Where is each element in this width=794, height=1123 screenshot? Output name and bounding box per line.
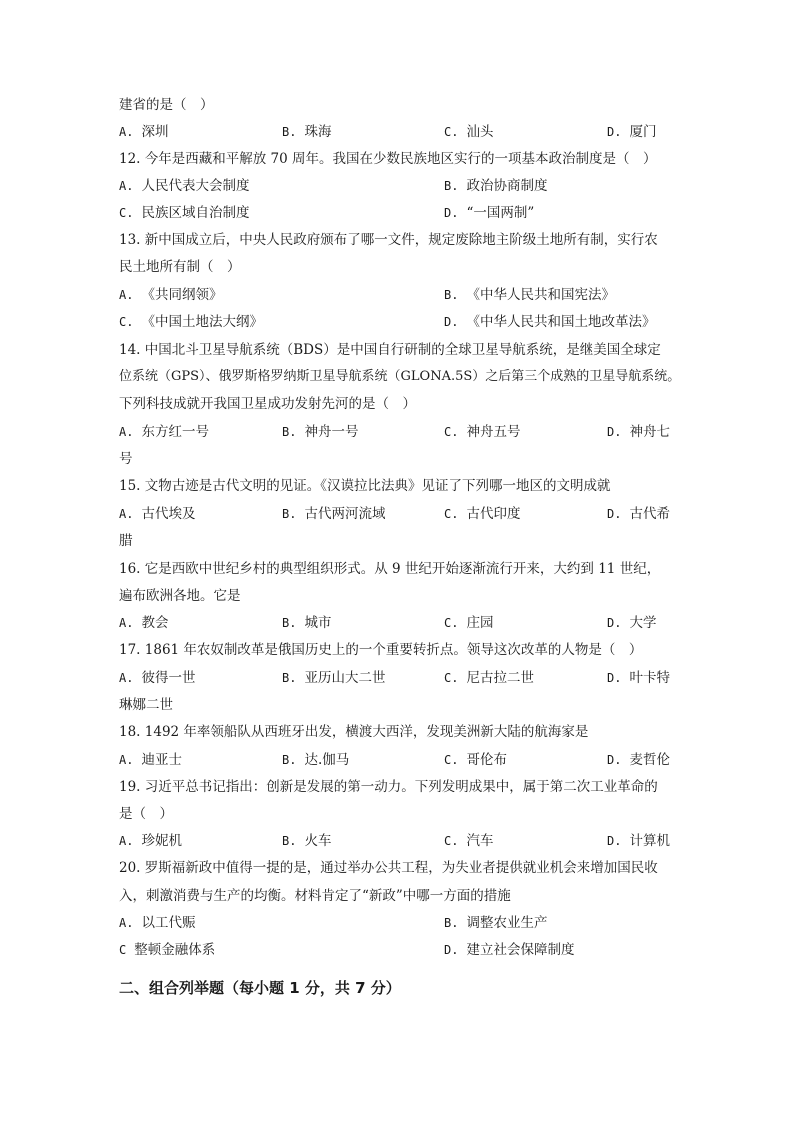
option-a: A. 东方红一号: [119, 424, 209, 440]
q15-option-d-wrap: 腊: [119, 533, 133, 549]
option-a: A. 人民代表大会制度: [119, 178, 250, 194]
q13-stem-line2: 民土地所有制（ ）: [119, 259, 241, 275]
q17-options: [119, 669, 679, 687]
option-a: A. 深圳: [119, 124, 169, 140]
option-b: B. 古代两河流域: [282, 506, 386, 522]
q20-stem-line2: 入，刺激消费与生产的均衡。材料肯定了“新政”中哪一方面的措施: [119, 888, 511, 904]
q17-option-d-wrap: 琳娜二世: [119, 697, 173, 713]
q13-options-row2: [119, 313, 679, 331]
q12-options-row2: [119, 204, 679, 222]
option-d: D. “一国两制”: [444, 205, 535, 221]
option-d: D. 神舟七: [607, 424, 670, 440]
option-c: C. 民族区域自治制度: [119, 205, 250, 221]
option-d: D. 古代希: [607, 506, 670, 522]
q13-stem-line1: 13. 新中国成立后，中央人民政府颁布了哪一文件，规定废除地主阶级土地所有制，实行农: [119, 232, 658, 248]
q20-options-row1: [119, 914, 679, 932]
option-a: A. 以工代赈: [119, 915, 196, 931]
q13-options-row1: [119, 286, 679, 304]
option-c: C. 《中国土地法大纲》: [119, 314, 263, 330]
option-c: C. 汽车: [444, 833, 494, 849]
q20-stem-line1: 20. 罗斯福新政中值得一提的是，通过举办公共工程，为失业者提供就业机会来增加国民收: [119, 860, 658, 876]
option-b: B. 《中华人民共和国宪法》: [444, 287, 615, 303]
q16-stem-line2: 遍布欧洲各地。它是: [119, 588, 241, 604]
q12-stem: 12. 今年是西藏和平解放 70 周年。我国在少数民族地区实行的一项基本政治制度是（ ）: [119, 151, 657, 167]
option-c: C. 古代印度: [444, 506, 521, 522]
q18-stem: 18. 1492 年率领船队从西班牙出发，横渡大西洋，发现美洲新大陆的航海家是: [119, 724, 589, 740]
option-d: D. 《中华人民共和国土地改革法》: [444, 314, 656, 330]
option-d: D. 厦门: [607, 124, 657, 140]
option-c: C. 哥伦布: [444, 752, 507, 768]
section-2-heading: 二、组合列举题（每小题 1 分，共 7 分）: [119, 979, 401, 997]
option-c: C. 汕头: [444, 124, 494, 140]
q18-options: [119, 751, 679, 769]
option-b: B. 达.伽马: [282, 752, 350, 768]
option-d: D. 麦哲伦: [607, 752, 670, 768]
q14-stem-line3: 下列科技成就开我国卫星成功发射先河的是（ ）: [119, 396, 416, 412]
option-c: C 整顿金融体系: [119, 942, 216, 958]
q17-stem: 17. 1861 年农奴制改革是俄国历史上的一个重要转折点。领导这次改革的人物是（ ）: [119, 642, 643, 658]
option-a: A. 彼得一世: [119, 670, 196, 686]
q20-options-row2: [119, 941, 679, 959]
q19-options: [119, 832, 679, 850]
q16-stem-line1: 16. 它是西欧中世纪乡村的典型组织形式。从 9 世纪开始逐渐流行开来，大约到 11 世纪，: [119, 561, 661, 577]
q15-stem: 15. 文物古迹是古代文明的见证。《汉谟拉比法典》见证了下列哪一地区的文明成就: [119, 478, 611, 494]
q14-stem-line2: 位系统（GPS）、俄罗斯格罗纳斯卫星导航系统（GLONA.5S）之后第三个成熟的卫星导航系统。: [119, 369, 681, 384]
q16-options: [119, 614, 679, 632]
option-b: B. 政治协商制度: [444, 178, 548, 194]
option-d: D. 建立社会保障制度: [444, 942, 575, 958]
option-b: B. 神舟一号: [282, 424, 359, 440]
option-b: B. 珠海: [282, 124, 332, 140]
option-a: A. 古代埃及: [119, 506, 196, 522]
option-c: C. 庄园: [444, 615, 494, 631]
option-a: A. 迪亚士: [119, 752, 182, 768]
option-b: B. 调整农业生产: [444, 915, 548, 931]
option-d: D. 大学: [607, 615, 657, 631]
option-b: B. 亚历山大二世: [282, 670, 386, 686]
q11-options: [119, 123, 679, 141]
q19-stem-line2: 是（ ）: [119, 806, 173, 822]
option-a: A. 珍妮机: [119, 833, 182, 849]
q14-option-d-wrap: 号: [119, 451, 133, 467]
option-c: C. 神舟五号: [444, 424, 521, 440]
option-d: D. 叶卡特: [607, 670, 670, 686]
q11-stem-tail: 建省的是（ ）: [119, 97, 214, 113]
option-a: A. 教会: [119, 615, 169, 631]
q12-options-row1: [119, 177, 679, 195]
option-c: C. 尼古拉二世: [444, 670, 534, 686]
q14-options: [119, 423, 679, 441]
option-d: D. 计算机: [607, 833, 670, 849]
q19-stem-line1: 19. 习近平总书记指出：创新是发展的第一动力。下列发明成果中，属于第二次工业革命的: [119, 779, 658, 795]
q15-options: [119, 505, 679, 523]
option-a: A. 《共同纲领》: [119, 287, 223, 303]
q14-stem-line1: 14. 中国北斗卫星导航系统（BDS）是中国自行研制的全球卫星导航系统，是继美国全球定: [119, 342, 661, 358]
option-b: B. 火车: [282, 833, 332, 849]
option-b: B. 城市: [282, 615, 332, 631]
